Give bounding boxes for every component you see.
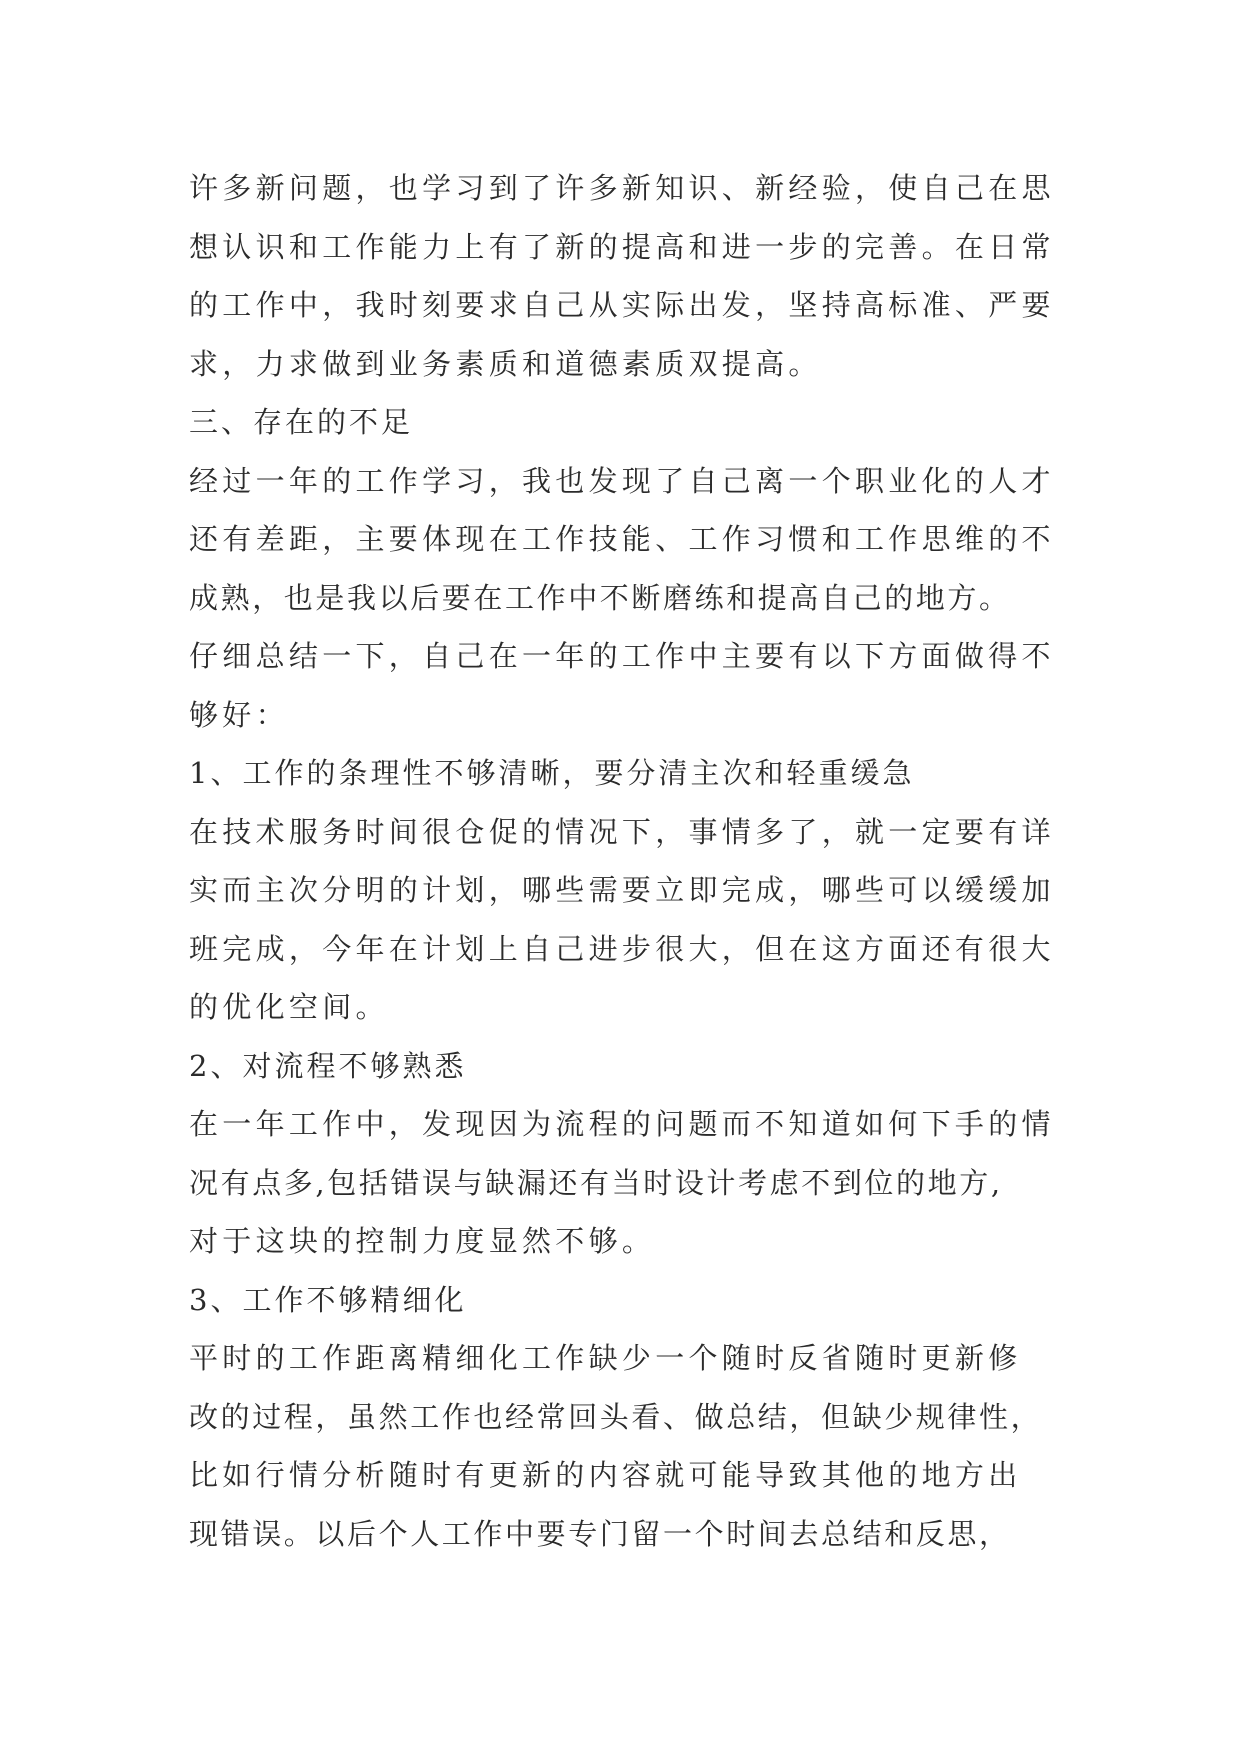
document-body xyxy=(189,159,1069,1563)
paragraph-line: 对于这块的控制力度显然不够。 xyxy=(189,1224,656,1258)
paragraph-line: 比如行情分析随时有更新的内容就可能导致其他的地方出 xyxy=(189,1458,1022,1492)
paragraph-line: 班完成，今年在计划上自己进步很大，但在这方面还有很大 xyxy=(189,931,1055,966)
paragraph-line: 经过一年的工作学习，我也发现了自己离一个职业化的人才 xyxy=(189,463,1055,498)
paragraph-line: 在一年工作中，发现因为流程的问题而不知道如何下手的情 xyxy=(189,1107,1055,1141)
paragraph-line: 够好： xyxy=(189,697,289,732)
paragraph-line: 的工作中，我时刻要求自己从实际出发，坚持高标准、严要 xyxy=(189,288,1055,322)
paragraph-line: 平时的工作距离精细化工作缺少一个随时反省随时更新修 xyxy=(189,1341,1022,1375)
section-heading: 三、存在的不足 xyxy=(189,405,414,439)
paragraph-line: 仔细总结一下，自己在一年的工作中主要有以下方面做得不 xyxy=(189,639,1055,673)
subsection-heading: 3、工作不够精细化 xyxy=(189,1282,467,1317)
paragraph-line: 成熟，也是我以后要在工作中不断磨练和提高自己的地方。 xyxy=(189,580,1011,615)
paragraph-line: 实而主次分明的计划，哪些需要立即完成，哪些可以缓缓加 xyxy=(189,873,1055,907)
paragraph-line: 求，力求做到业务素质和道德素质双提高。 xyxy=(189,346,822,381)
subsection-heading: 2、对流程不够熟悉 xyxy=(189,1048,467,1083)
paragraph-line: 现错误。以后个人工作中要专门留一个时间去总结和反思， xyxy=(189,1516,1011,1551)
paragraph-line: 许多新问题，也学习到了许多新知识、新经验，使自己在思 xyxy=(189,171,1055,205)
paragraph-line: 想认识和工作能力上有了新的提高和进一步的完善。在日常 xyxy=(189,229,1055,264)
subsection-heading: 1、工作的条理性不够清晰，要分清主次和轻重缓急 xyxy=(189,756,915,790)
paragraph-line: 在技术服务时间很仓促的情况下，事情多了，就一定要有详 xyxy=(189,814,1055,849)
paragraph-line: 况有点多,包括错误与缺漏还有当时设计考虑不到位的地方, xyxy=(189,1165,1003,1200)
paragraph-line: 还有差距，主要体现在工作技能、工作习惯和工作思维的不 xyxy=(189,522,1055,556)
paragraph-line: 改的过程，虽然工作也经常回头看、做总结，但缺少规律性， xyxy=(189,1399,1043,1434)
paragraph-line: 的优化空间。 xyxy=(189,990,389,1024)
